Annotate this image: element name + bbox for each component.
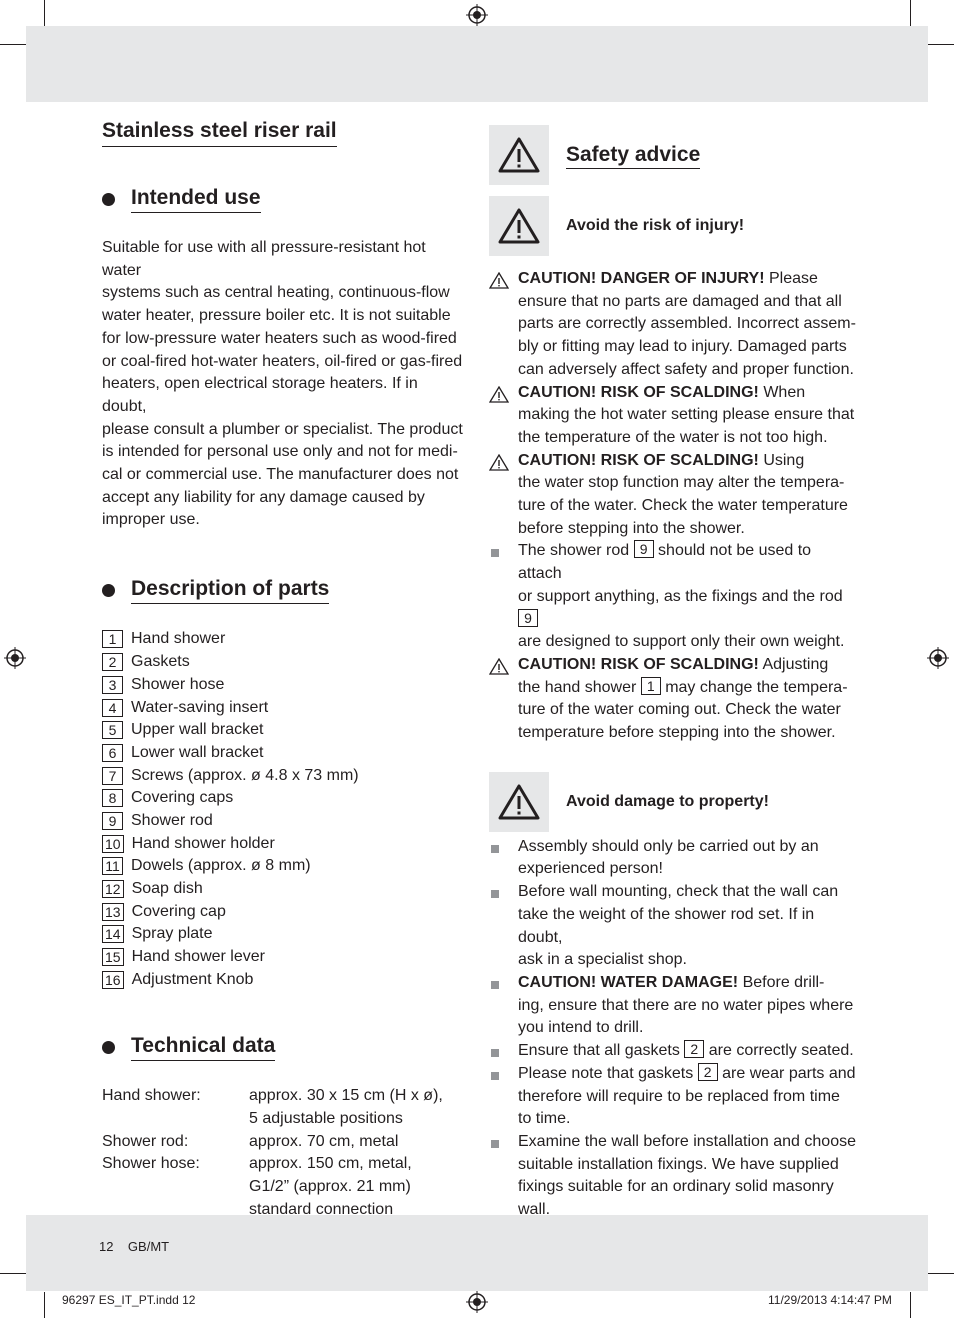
safety-heading [489, 125, 859, 185]
text-line: or coal-fired hot-water heaters, oil-fired or gas-fired [102, 352, 463, 370]
advice-text [518, 450, 859, 541]
text-line: ask in a specialist shop. [518, 951, 687, 969]
crop-mark [928, 44, 954, 45]
property-advice-list [489, 836, 859, 1222]
part-number: 8 [102, 789, 123, 807]
text-line: approx. 150 cm, metal, [249, 1155, 412, 1173]
part-number: 10 [102, 835, 124, 853]
text-fragment: Please note that gaskets [518, 1064, 698, 1082]
caution-label: CAUTION! WATER DAMAGE! [518, 973, 739, 991]
text-line: approx. 70 cm, metal [249, 1132, 399, 1150]
square-bullet-icon [489, 836, 518, 881]
advice-text [518, 1063, 859, 1131]
timestamp: 11/29/2013 4:14:47 PM [768, 1293, 892, 1307]
crop-mark [910, 0, 911, 26]
part-number: 5 [102, 721, 123, 739]
advice-text [518, 1131, 859, 1222]
advice-text [518, 881, 859, 972]
safety-title: Safety advice [566, 142, 700, 169]
list-item [489, 654, 859, 745]
text-line: Please [764, 270, 818, 287]
text-line: ensure that no parts are damaged and that all [518, 292, 842, 310]
text-fragment: are correctly seated. [704, 1042, 854, 1060]
list-item [102, 878, 466, 901]
text-line: for low-pressure water heaters such as wood-fired [102, 329, 457, 347]
crop-mark [44, 1292, 45, 1318]
list-item [489, 1040, 859, 1063]
advice-text [518, 654, 859, 745]
section-title: Intended use [131, 185, 261, 213]
text-line: When [758, 383, 806, 401]
parts-list [102, 628, 466, 991]
text-line: take the weight of the shower rod set. If in doubt, [518, 905, 815, 946]
part-label: Hand shower [131, 630, 226, 648]
text-line: ing, ensure that there are no water pipes where [518, 996, 854, 1014]
text-line: standard connection [249, 1200, 394, 1218]
text-line: suitable installation fixings. We have supplied [518, 1155, 839, 1173]
text-line: G1/2” (approx. 21 mm) [249, 1177, 411, 1195]
text-line: ture of the water coming out. Check the water [518, 701, 841, 719]
row-label: Shower hose: [102, 1155, 200, 1173]
list-item [102, 674, 466, 697]
page-number: 12 [99, 1239, 114, 1254]
part-reference: 2 [684, 1040, 704, 1058]
text-fragment: should not be used to attach [518, 542, 812, 583]
text-line: ture of the water. Check the water temperature [518, 497, 848, 515]
intended-use-heading [102, 185, 466, 213]
square-bullet-icon [489, 972, 518, 1040]
injury-heading [489, 196, 859, 256]
row-label: Shower rod: [102, 1132, 189, 1150]
registration-mark-icon [466, 1291, 488, 1313]
part-label: Spray plate [131, 925, 213, 943]
warning-triangle-icon [489, 772, 549, 832]
advice-text [518, 836, 859, 881]
caution-label: CAUTION! RISK OF SCALDING! [518, 655, 759, 673]
advice-text [518, 540, 859, 654]
warning-small-icon [489, 268, 518, 382]
text-line: approx. 30 x 15 cm (H x ø), [249, 1087, 443, 1105]
registration-mark-icon [466, 4, 488, 26]
text-line: experienced person! [518, 860, 663, 878]
row-label: Hand shower: [102, 1087, 201, 1105]
square-bullet-icon [489, 881, 518, 972]
part-label: Shower rod [131, 811, 213, 829]
list-item [102, 810, 466, 833]
text-line: fixings suitable for an ordinary solid masonry wall. [518, 1178, 834, 1219]
subsection-title: Avoid the risk of injury! [566, 217, 745, 234]
injury-advice-list [489, 268, 859, 745]
list-item [102, 696, 466, 719]
text-line: Examine the wall before installation and choose [518, 1132, 856, 1150]
text-fragment: the hand shower [518, 678, 641, 696]
list-item [102, 764, 466, 787]
table-row [102, 1085, 466, 1130]
crop-mark [910, 1292, 911, 1318]
text-line: Before wall mounting, check that the wall can [518, 883, 839, 901]
text-line: water heater, pressure boiler etc. It is not suitable [102, 307, 451, 325]
registration-mark-icon [927, 647, 949, 669]
warning-small-icon [489, 654, 518, 745]
registration-mark-icon [4, 647, 26, 669]
text-line: parts are correctly assembled. Incorrect assem- [518, 315, 856, 333]
text-line: systems such as central heating, continuous-flow [102, 284, 450, 302]
list-item [102, 832, 466, 855]
part-label: Gaskets [131, 653, 190, 671]
table-row [102, 1131, 466, 1154]
warning-triangle-icon [489, 125, 549, 185]
text-line: is intended for personal use only and not for medi- [102, 443, 458, 461]
page-footer [99, 1239, 169, 1254]
text-line: 5 adjustable positions [249, 1109, 403, 1127]
text-line: are designed to support only their own weight. [518, 633, 845, 651]
list-item [102, 628, 466, 651]
part-label: Adjustment Knob [131, 970, 254, 988]
text-line: accept any liability for any damage caused by [102, 488, 425, 506]
square-bullet-icon [489, 1063, 518, 1131]
list-item [102, 719, 466, 742]
part-reference: 1 [641, 677, 661, 695]
list-item [102, 742, 466, 765]
list-item [489, 450, 859, 541]
list-item [489, 972, 859, 1040]
page-title: Stainless steel riser rail [102, 118, 337, 147]
header-band [26, 26, 928, 102]
property-heading [489, 772, 859, 832]
part-label: Covering caps [131, 789, 234, 807]
section-title: Description of parts [131, 576, 329, 604]
text-line: Suitable for use with all pressure-resistant hot water [102, 239, 426, 279]
list-item [489, 881, 859, 972]
text-line: therefore will require to be replaced from time [518, 1087, 840, 1105]
crop-mark [928, 1273, 954, 1274]
square-bullet-icon [489, 1131, 518, 1222]
list-item [489, 540, 859, 654]
part-number: 1 [102, 630, 123, 648]
region-code: GB/MT [127, 1239, 170, 1254]
text-line: Using [758, 451, 805, 469]
warning-triangle-icon [489, 196, 549, 256]
part-number: 12 [102, 880, 124, 898]
list-item [102, 968, 466, 991]
list-item [489, 836, 859, 881]
text-fragment: or support anything, as the fixings and the rod [518, 587, 843, 605]
text-line: bly or fitting may lead to injury. Damaged parts [518, 338, 847, 356]
part-number: 3 [102, 676, 123, 694]
list-item [102, 855, 466, 878]
text-fragment: Adjusting [758, 655, 829, 673]
caution-label: CAUTION! RISK OF SCALDING! [518, 451, 759, 469]
crop-mark [44, 0, 45, 26]
text-line: please consult a plumber or specialist. The product [102, 420, 463, 438]
part-label: Screws (approx. ø 4.8 x 73 mm) [131, 766, 359, 784]
advice-text [518, 972, 859, 1040]
text-line: can adversely affect safety and proper function. [518, 360, 854, 378]
right-column [489, 125, 859, 1222]
part-number: 13 [102, 903, 124, 921]
warning-small-icon [489, 382, 518, 450]
part-reference: 2 [698, 1063, 718, 1081]
list-item [489, 1131, 859, 1222]
part-label: Dowels (approx. ø 8 mm) [131, 857, 311, 875]
part-number: 6 [102, 744, 123, 762]
text-line: the water stop function may alter the tempera- [518, 474, 845, 492]
description-of-parts-heading [102, 576, 466, 604]
text-fragment: may change the tempera- [660, 678, 848, 696]
list-item [489, 268, 859, 382]
part-label: Covering cap [131, 902, 226, 920]
bullet-icon [102, 1041, 115, 1054]
part-label: Hand shower holder [131, 834, 275, 852]
part-reference: 9 [634, 540, 654, 558]
text-line: making the hot water setting please ensure that [518, 406, 855, 424]
part-number: 2 [102, 653, 123, 671]
left-column [102, 118, 466, 1221]
part-number: 15 [102, 948, 124, 966]
caution-label: CAUTION! DANGER OF INJURY! [518, 270, 765, 287]
advice-text [518, 382, 859, 450]
part-number: 9 [102, 812, 123, 830]
advice-text [518, 268, 859, 382]
part-label: Shower hose [131, 675, 225, 693]
list-item [102, 651, 466, 674]
part-reference: 9 [518, 609, 538, 627]
part-number: 16 [102, 971, 124, 989]
list-item [489, 382, 859, 450]
text-fragment: The shower rod [518, 542, 634, 560]
file-name: 96297 ES_IT_PT.indd 12 [62, 1293, 196, 1307]
list-item [102, 946, 466, 969]
text-line: improper use. [102, 511, 200, 529]
text-line: before stepping into the shower. [518, 519, 745, 537]
part-number: 14 [102, 925, 124, 943]
list-item [102, 787, 466, 810]
row-value [249, 1085, 466, 1130]
part-label: Lower wall bracket [131, 743, 264, 761]
part-number: 11 [102, 857, 123, 875]
part-label: Hand shower lever [131, 948, 265, 966]
part-number: 7 [102, 767, 123, 785]
list-item [489, 1063, 859, 1131]
text-line: the temperature of the water is not too high. [518, 428, 828, 446]
caution-label: CAUTION! RISK OF SCALDING! [518, 383, 759, 401]
square-bullet-icon [489, 1040, 518, 1063]
text-fragment: are wear parts and [717, 1064, 856, 1082]
text-line: heaters, open electrical storage heaters. If in doubt, [102, 375, 418, 415]
text-line: Before drill- [738, 973, 825, 991]
text-line: you intend to drill. [518, 1019, 644, 1037]
warning-small-icon [489, 450, 518, 541]
bullet-icon [102, 193, 115, 206]
technical-data-heading [102, 1033, 466, 1061]
crop-mark [0, 44, 26, 45]
section-title: Technical data [131, 1033, 275, 1061]
advice-text [518, 1040, 859, 1063]
part-label: Soap dish [131, 880, 203, 898]
row-value [249, 1153, 466, 1221]
subsection-title: Avoid damage to property! [566, 792, 769, 810]
text-line: Assembly should only be carried out by an [518, 837, 819, 855]
bullet-icon [102, 584, 115, 597]
text-line: temperature before stepping into the shower. [518, 724, 836, 742]
list-item [102, 923, 466, 946]
text-fragment: Ensure that all gaskets [518, 1042, 685, 1060]
crop-mark [0, 1273, 26, 1274]
text-line: to time. [518, 1110, 571, 1128]
technical-data-table [102, 1085, 466, 1221]
row-value [249, 1131, 466, 1154]
list-item [102, 900, 466, 923]
table-row [102, 1153, 466, 1221]
part-label: Upper wall bracket [131, 721, 264, 739]
text-line: cal or commercial use. The manufacturer does not [102, 466, 459, 484]
part-label: Water-saving insert [131, 698, 269, 716]
intended-use-text [102, 237, 466, 532]
part-number: 4 [102, 699, 123, 717]
square-bullet-icon [489, 540, 518, 654]
